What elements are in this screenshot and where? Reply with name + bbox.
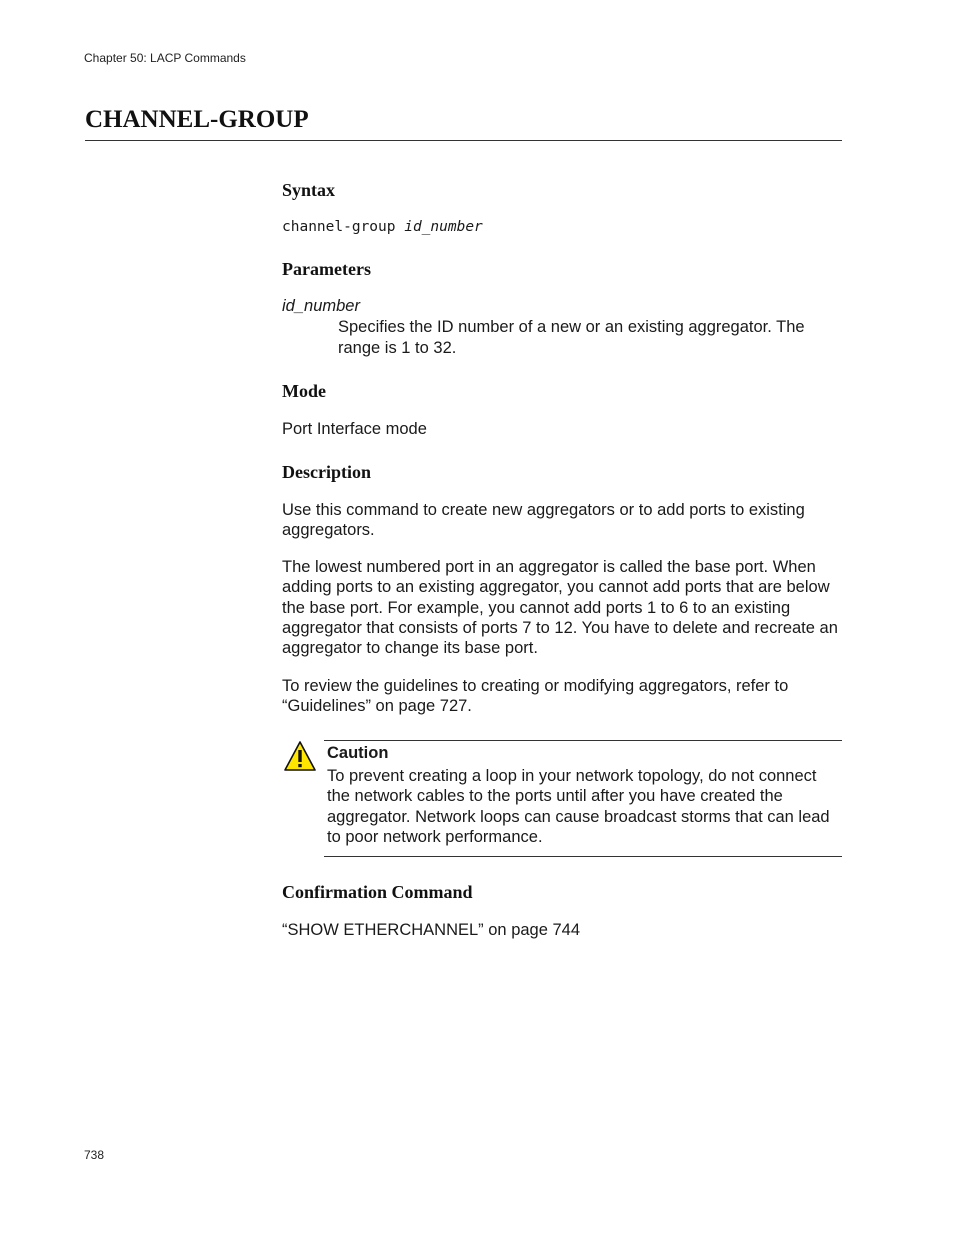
caution-label: Caution	[327, 744, 389, 762]
syntax-heading: Syntax	[282, 180, 336, 200]
syntax-command-name: channel-group	[282, 219, 405, 235]
mode-text: Port Interface mode	[282, 420, 427, 438]
title-rule	[85, 140, 842, 141]
caution-top-rule	[324, 740, 842, 741]
syntax-command	[282, 217, 842, 237]
description-heading: Description	[282, 462, 371, 482]
warning-mark-bar	[298, 750, 301, 762]
parameter-name: id_number	[282, 297, 360, 315]
warning-icon	[283, 740, 317, 772]
warning-mark-dot	[298, 764, 301, 767]
parameter-description: Specifies the ID number of a new or an existing aggregator. The range is 1 to 32.	[338, 318, 805, 357]
caution-text: To prevent creating a loop in your network topology, do not connect the network cables to the ports until after you have created the aggregator. Network loops can cause broadcast storms that can lead to poor network performance.	[327, 767, 830, 846]
chapter-header: Chapter 50: LACP Commands	[84, 51, 246, 65]
description-paragraph-2: The lowest numbered port in an aggregator is called the base port. When adding ports to an existing aggregator, you cannot add ports that are below the base port. For example, you cannot add ports 1 to 6 to an existing aggregator that consists of ports 7 to 12. You have to delete and recreate an aggregator to change its base port.	[282, 558, 838, 658]
caution-bottom-rule	[324, 856, 842, 857]
syntax-argument: id_number	[404, 219, 483, 235]
page-number: 738	[84, 1148, 105, 1162]
parameters-heading: Parameters	[282, 259, 371, 279]
confirmation-heading: Confirmation Command	[282, 882, 473, 902]
mode-heading: Mode	[282, 381, 326, 401]
page-title: CHANNEL-GROUP	[85, 106, 309, 133]
description-paragraph-1: Use this command to create new aggregators or to add ports to existing aggregators.	[282, 501, 805, 540]
description-paragraph-3: To review the guidelines to creating or modifying aggregators, refer to “Guidelines” on page 727.	[282, 677, 789, 716]
confirmation-link[interactable]: “SHOW ETHERCHANNEL” on page 744	[282, 921, 581, 939]
